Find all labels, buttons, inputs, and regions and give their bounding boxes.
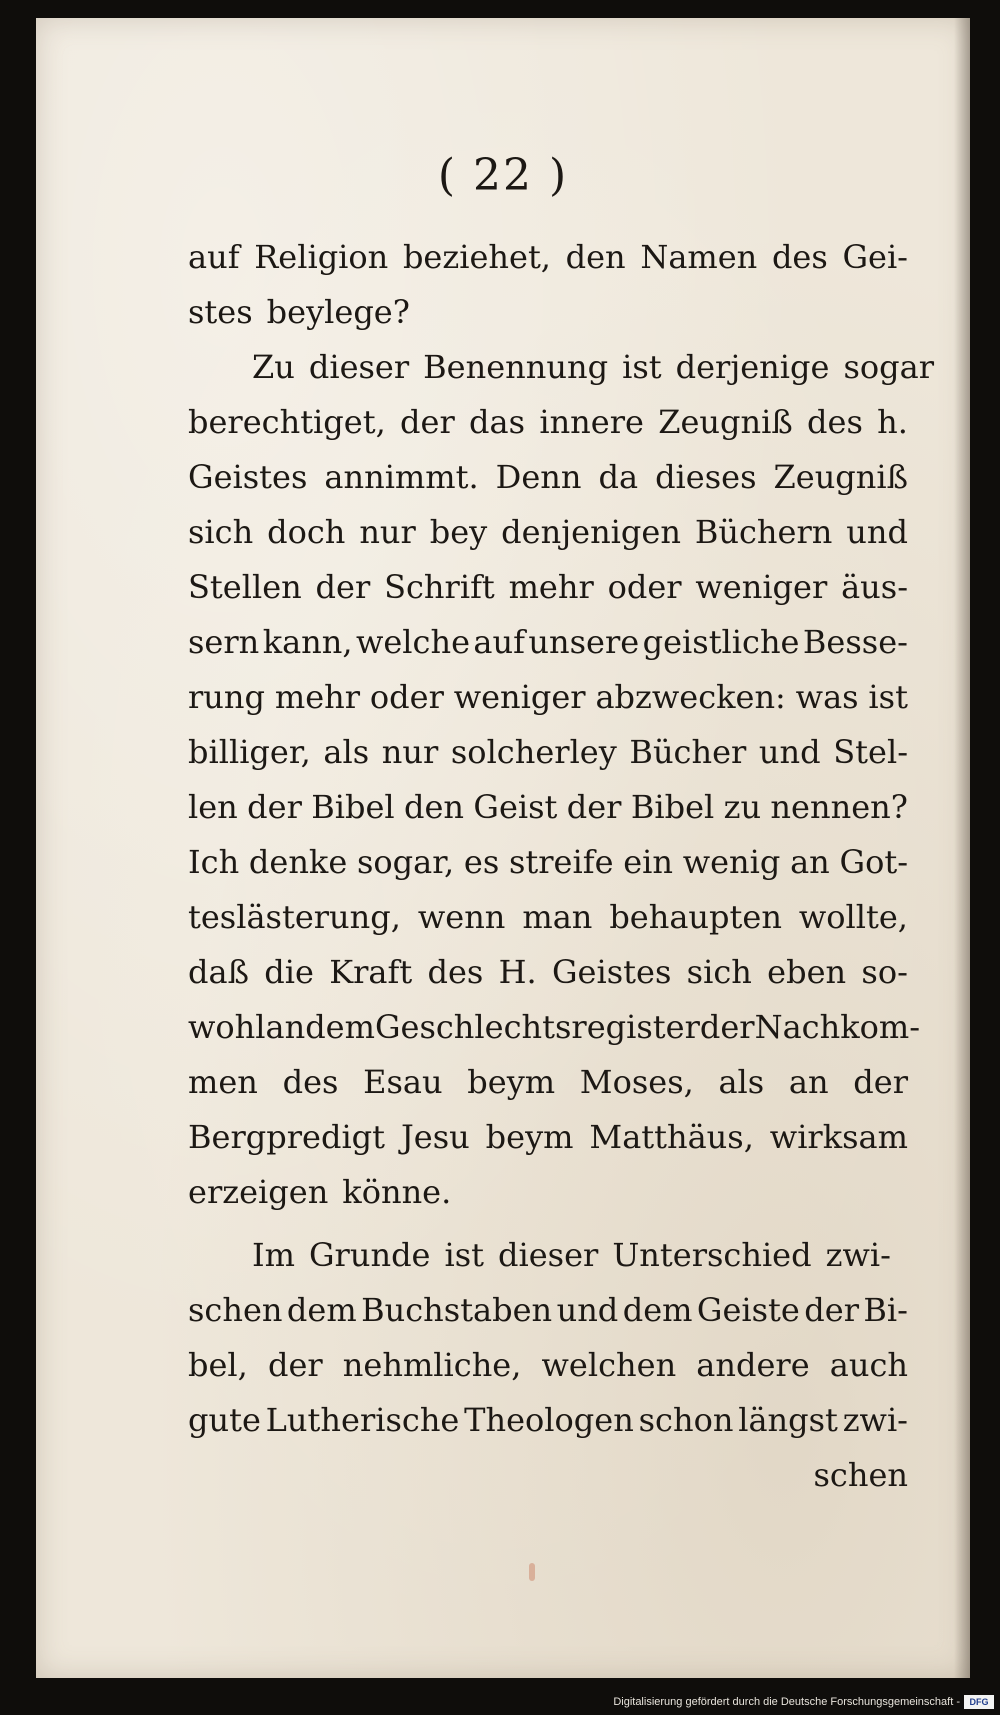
word: doch xyxy=(267,513,346,551)
word: solcherley xyxy=(450,733,617,771)
word: Gei- xyxy=(842,238,908,276)
word: Geiste xyxy=(696,1291,800,1329)
text-line xyxy=(188,1228,908,1283)
word: Buchstaben xyxy=(361,1291,553,1329)
text-line xyxy=(188,1448,908,1503)
text-line xyxy=(188,1000,920,1055)
text-line xyxy=(188,285,908,340)
word: Jesu xyxy=(400,1118,470,1156)
word: der xyxy=(400,403,455,441)
text-line xyxy=(188,505,908,560)
word: auf xyxy=(473,623,525,661)
word: was xyxy=(795,678,859,716)
word: sogar, xyxy=(356,843,455,881)
word: wirksam xyxy=(769,1118,908,1156)
page-number: ( 22 ) xyxy=(437,150,569,201)
text-line xyxy=(188,835,908,890)
word: bey xyxy=(429,513,488,551)
text-line xyxy=(188,1055,908,1110)
word: auf xyxy=(188,238,240,276)
word: an xyxy=(788,1063,829,1101)
word: und xyxy=(758,733,821,771)
word: Grunde xyxy=(308,1236,431,1274)
word: Unterschied xyxy=(612,1236,812,1274)
word: der xyxy=(267,1346,323,1384)
word: Bergpredigt xyxy=(188,1118,386,1156)
text-line xyxy=(188,780,908,835)
text-line xyxy=(188,1283,908,1338)
word: ein xyxy=(623,843,673,881)
word: behaupten xyxy=(609,898,782,936)
dfg-logo: DFG xyxy=(964,1695,994,1709)
word: Schrift xyxy=(384,568,495,606)
word: Stellen xyxy=(188,568,302,606)
text-line xyxy=(188,340,934,395)
word: Im xyxy=(252,1236,295,1274)
word: äus- xyxy=(841,568,908,606)
word: welche xyxy=(355,623,470,661)
word: dem xyxy=(305,1008,375,1046)
word: des xyxy=(771,238,828,276)
credit-text: Digitalisierung gefördert durch die Deutsche Forschungsgemeinschaft - xyxy=(613,1696,960,1708)
word: Religion xyxy=(254,238,389,276)
word: h. xyxy=(877,403,908,441)
word: wollte, xyxy=(798,898,908,936)
word: beym xyxy=(485,1118,574,1156)
text-line xyxy=(188,230,908,285)
word: sogar xyxy=(843,348,934,386)
word: nur xyxy=(359,513,416,551)
word: ist xyxy=(444,1236,484,1274)
word: abzwecken: xyxy=(595,678,786,716)
text-line xyxy=(188,615,908,670)
word: ist xyxy=(868,678,908,716)
word: zwi- xyxy=(825,1236,891,1274)
word: daß xyxy=(188,953,249,991)
word: Zu xyxy=(252,348,295,386)
word: H. xyxy=(498,953,537,991)
word: so- xyxy=(861,953,908,991)
word: Geistes xyxy=(551,953,672,991)
word: Stel- xyxy=(833,733,908,771)
text-line xyxy=(188,450,908,505)
word: beylege? xyxy=(266,293,410,331)
word: rung xyxy=(188,678,265,716)
word: des xyxy=(807,403,863,441)
word: derjenige xyxy=(675,348,830,386)
word: Esau xyxy=(363,1063,443,1101)
word: wenn xyxy=(417,898,506,936)
text-line xyxy=(188,890,908,945)
word: an xyxy=(265,1008,306,1046)
word: sich xyxy=(686,953,752,991)
word: da xyxy=(598,458,639,496)
word: innere xyxy=(539,403,644,441)
word: der xyxy=(699,1008,755,1046)
word: denjenigen xyxy=(501,513,681,551)
word: gute xyxy=(188,1401,261,1439)
word: Denn xyxy=(495,458,582,496)
word: annimmt. xyxy=(324,458,479,496)
word: Got- xyxy=(839,843,908,881)
word: mehr xyxy=(274,678,361,716)
word: erzeigen xyxy=(188,1173,329,1211)
text-line xyxy=(188,670,908,725)
word: Ich xyxy=(188,843,240,881)
word: Bi- xyxy=(863,1291,908,1329)
word: stes xyxy=(188,293,253,331)
text-line xyxy=(188,1110,908,1165)
word: dieses xyxy=(655,458,757,496)
word: wenig xyxy=(682,843,781,881)
word: bel, xyxy=(188,1346,248,1384)
word: streife xyxy=(508,843,614,881)
word: Kraft xyxy=(329,953,413,991)
word: Geistes xyxy=(188,458,308,496)
word: Nachkom- xyxy=(754,1008,920,1046)
word: nehmliche, xyxy=(342,1346,522,1384)
word: zu xyxy=(723,788,762,826)
word: der xyxy=(566,788,622,826)
digitization-credit xyxy=(613,1693,994,1711)
word: schen xyxy=(188,1291,283,1329)
word: der xyxy=(804,1291,859,1329)
text-line xyxy=(188,560,908,615)
word: die xyxy=(264,953,314,991)
word: Benennung xyxy=(423,348,609,386)
word: Matthäus, xyxy=(589,1118,754,1156)
word: schen xyxy=(813,1456,908,1494)
word: dem xyxy=(622,1291,693,1329)
word: Geschlechtsregister xyxy=(374,1008,700,1046)
word: der xyxy=(315,568,371,606)
text-line xyxy=(188,945,908,1000)
word: Zeugniß xyxy=(773,458,908,496)
text-line xyxy=(188,1165,908,1220)
word: dieser xyxy=(308,348,410,386)
word: billiger, xyxy=(188,733,311,771)
word: berechtiget, xyxy=(188,403,386,441)
word: sich xyxy=(188,513,254,551)
word: Bibel xyxy=(311,788,395,826)
word: denke xyxy=(248,843,348,881)
word: Moses, xyxy=(579,1063,694,1101)
word: es xyxy=(463,843,500,881)
word: sern xyxy=(188,623,260,661)
word: als xyxy=(718,1063,765,1101)
word: nur xyxy=(381,733,439,771)
word: den xyxy=(565,238,626,276)
text-line xyxy=(188,725,908,780)
word: auch xyxy=(829,1346,908,1384)
word: des xyxy=(427,953,484,991)
word: als xyxy=(323,733,370,771)
word: geistliche xyxy=(642,623,800,661)
word: Büchern xyxy=(694,513,833,551)
word: der xyxy=(853,1063,908,1101)
page-edge-shadow xyxy=(954,18,970,1678)
word: kann, xyxy=(262,623,353,661)
word: und xyxy=(846,513,908,551)
word: welchen xyxy=(541,1346,677,1384)
word: Besse- xyxy=(802,623,908,661)
word: weniger xyxy=(453,678,586,716)
word: könne. xyxy=(342,1173,452,1211)
body-text xyxy=(188,230,934,1503)
word: wohl xyxy=(188,1008,266,1046)
word: andere xyxy=(696,1346,810,1384)
word: man xyxy=(522,898,593,936)
word: nennen? xyxy=(770,788,908,826)
word: len xyxy=(188,788,238,826)
word: unsere xyxy=(528,623,640,661)
word: den xyxy=(403,788,465,826)
text-line xyxy=(188,1338,908,1393)
word: dem xyxy=(286,1291,357,1329)
word: Zeugniß xyxy=(658,403,793,441)
word: beym xyxy=(467,1063,556,1101)
word: men xyxy=(188,1063,258,1101)
word: oder xyxy=(369,678,444,716)
word: zwi- xyxy=(842,1401,908,1439)
text-line xyxy=(188,1393,908,1448)
word: Theologen xyxy=(464,1401,634,1439)
word: und xyxy=(556,1291,619,1329)
word: schon xyxy=(638,1401,734,1439)
word: Bücher xyxy=(629,733,747,771)
word: das xyxy=(469,403,526,441)
word: längst xyxy=(738,1401,838,1439)
paper-stain xyxy=(529,1563,535,1581)
text-line xyxy=(188,395,908,450)
word: mehr xyxy=(508,568,594,606)
word: beziehet, xyxy=(402,238,551,276)
word: dieser xyxy=(498,1236,599,1274)
word: oder xyxy=(607,568,682,606)
word: Bibel xyxy=(630,788,715,826)
word: eben xyxy=(767,953,847,991)
word: an xyxy=(790,843,830,881)
word: weniger xyxy=(695,568,828,606)
word: des xyxy=(282,1063,339,1101)
word: Geist xyxy=(473,788,558,826)
book-page xyxy=(36,18,970,1678)
word: Lutherische xyxy=(265,1401,460,1439)
word: teslästerung, xyxy=(188,898,401,936)
word: Namen xyxy=(640,238,758,276)
word: der xyxy=(247,788,302,826)
word: ist xyxy=(622,348,662,386)
